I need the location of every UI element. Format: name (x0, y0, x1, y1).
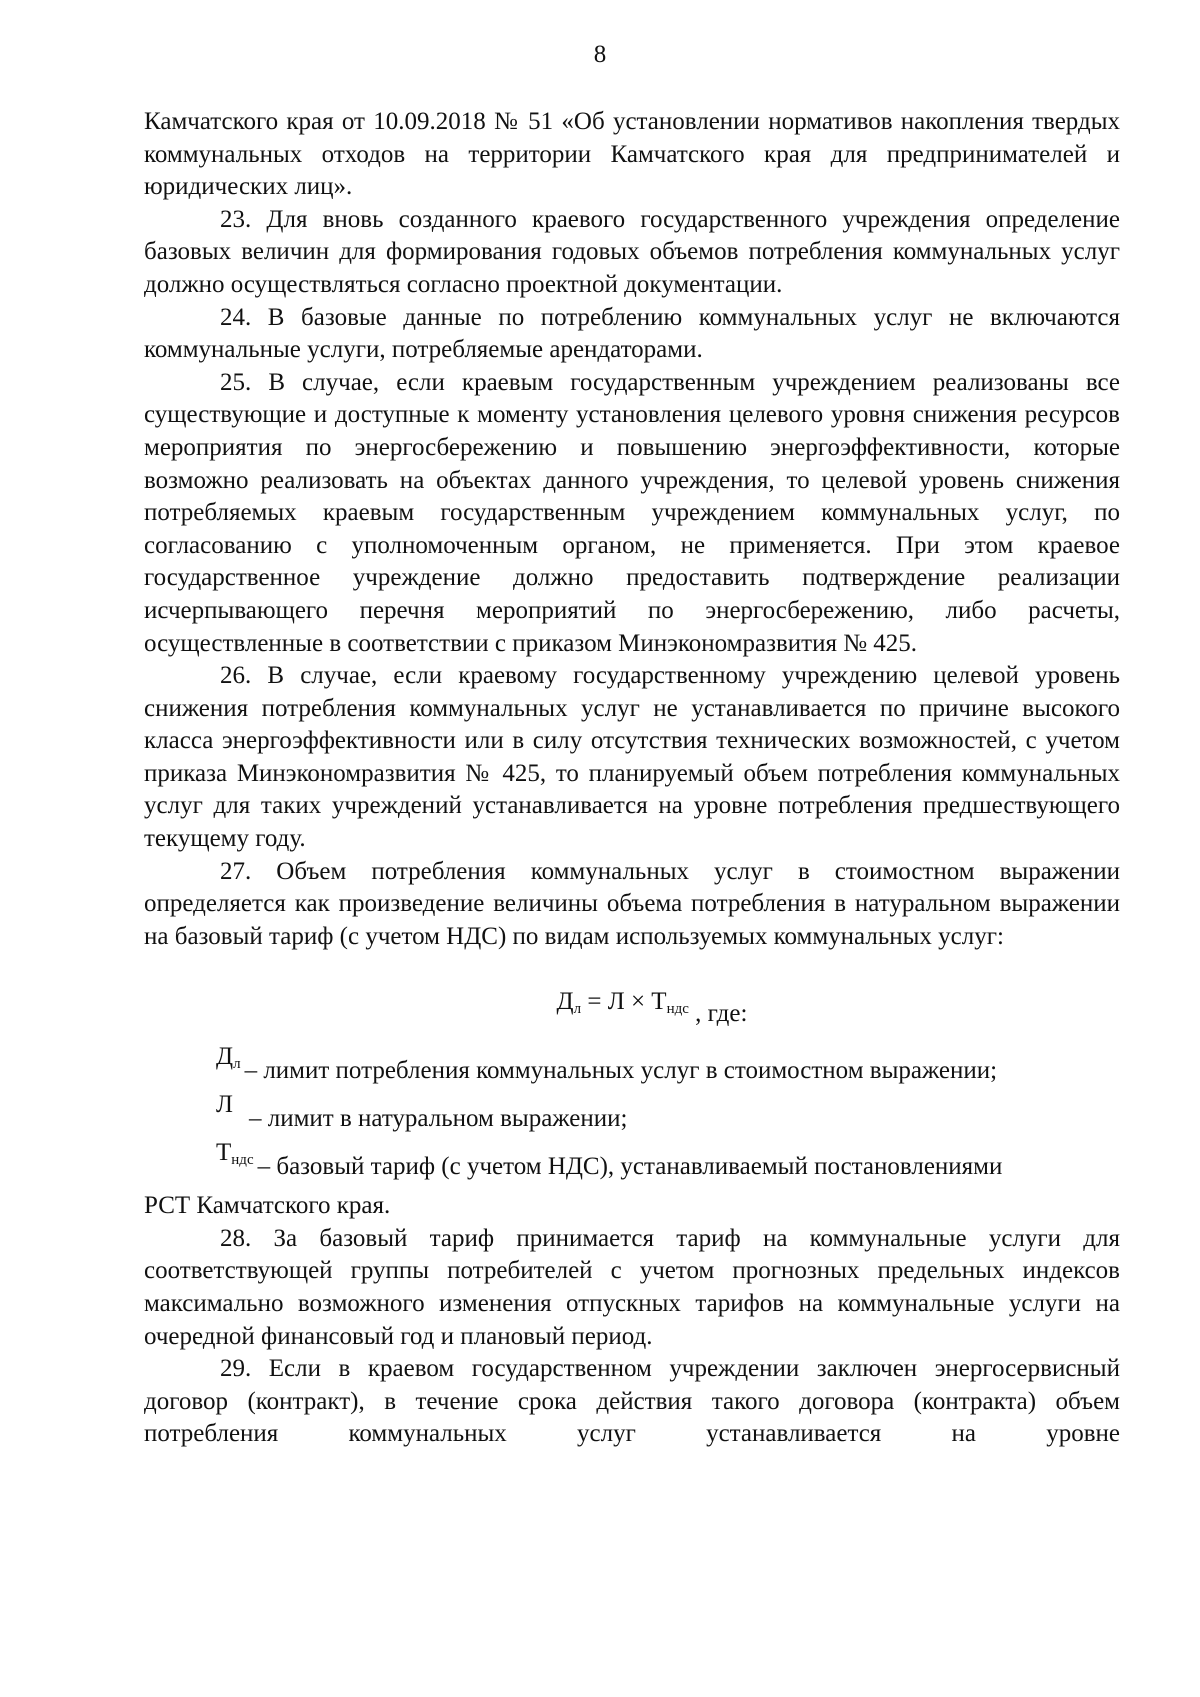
formula-lhs-subscript: л (573, 1001, 582, 1018)
definition-row (144, 1043, 1120, 1095)
paragraph-27: 27. Объем потребления коммунальных услуг в стоимостном выражении определяется как произведение величины объема потребления в натуральном выражении на базовый тариф (с учетом НДС) по видам используемых коммунальных услуг: (144, 857, 1120, 950)
formula-times: × (630, 988, 646, 1016)
formula-rhs: Т (651, 988, 667, 1016)
formula-rhs-subscript: ндс (666, 1001, 689, 1018)
definition-symbol-base: Т (216, 1138, 232, 1166)
definition-text: – лимит потребления коммунальных услуг в стоимостном выражении; (244, 1057, 998, 1085)
definition-symbol-subscript: л (233, 1056, 241, 1073)
document-body (144, 106, 1120, 1451)
page-number: 8 (593, 41, 607, 68)
definition-text: – базовый тариф (с учетом НДС), устанавливаемый постановлениями (257, 1152, 1003, 1180)
definition-text: – лимит в натуральном выражении; (248, 1105, 628, 1133)
paragraph-28: 28. За базовый тариф принимается тариф на коммунальные услуги для соответствующей группы потребителей с учетом прогнозных предельных индексов максимально возможного изменения отпускных тарифов на коммунальные услуги на очередной финансовый год и плановый период. (144, 1224, 1120, 1350)
paragraph-25: 25. В случае, если краевым государственным учреждением реализованы все существующие и доступные к моменту установления целевого уровня снижения ресурсов мероприятия по энергосбережению и повышению энергоэффективности, которые возможно реализовать на объектах данного учреждения, то целевой уровень снижения потребляемых краевым государственным учреждением коммунальных услуг, по согласованию с уполномоченным органом, не применяется. При этом краевое государственное учреждение должно предоставить подтверждение реализации исчерпывающего перечня мероприятий по энергосбережению, либо расчеты, осуществленные в соответствии с приказом Минэкономразвития № 425. (144, 368, 1120, 657)
formula-factor: Л (607, 988, 625, 1016)
paragraph-23: 23. Для вновь созданного краевого государственного учреждения определение базовых величин для формирования годовых объемов потребления коммунальных услуг должно осуществляться согласно проектной документации. (144, 205, 1120, 298)
paragraph-29: 29. Если в краевом государственном учреждении заключен энергосервисный договор (контракт), в течение срока действия такого договора (контракта) объем потребления коммунальных услуг устанавливается на уровне (144, 1355, 1120, 1448)
paragraph-26: 26. В случае, если краевому государственному учреждению целевой уровень снижения потребления коммунальных услуг не устанавливается по причине высокого класса энергоэффективности или в силу отсутствия технических возможностей, с учетом приказа Минэкономразвития № 425, то планируемый объем потребления коммунальных услуг для таких учреждений устанавливается на уровне потребления предшествующего текущему году. (144, 662, 1120, 853)
definition-symbol (216, 1089, 233, 1129)
definition-row (144, 1138, 1120, 1191)
formula (144, 979, 1120, 1028)
definition-symbol (216, 1041, 241, 1081)
paragraph-continuation: Камчатского края от 10.09.2018 № 51 «Об установлении нормативов накопления твердых коммунальных отходов на территории Камчатского края для предпринимателей и юридических лиц». (144, 108, 1120, 201)
definition-symbol (216, 1137, 254, 1177)
definition-symbol-base: Д (216, 1043, 234, 1071)
formula-suffix: , где: (695, 1000, 748, 1028)
definition-continuation: РСТ Камчатского края. (144, 1192, 391, 1220)
definition-row (144, 1091, 1120, 1143)
definition-symbol-base: Л (216, 1091, 233, 1119)
formula-equals: = (587, 988, 602, 1016)
definition-symbol-subscript: ндс (231, 1151, 254, 1168)
formula-lhs: Д (556, 988, 574, 1016)
paragraph-24: 24. В базовые данные по потреблению коммунальных услуг не включаются коммунальные услуги, потребляемые арендаторами. (144, 303, 1120, 364)
